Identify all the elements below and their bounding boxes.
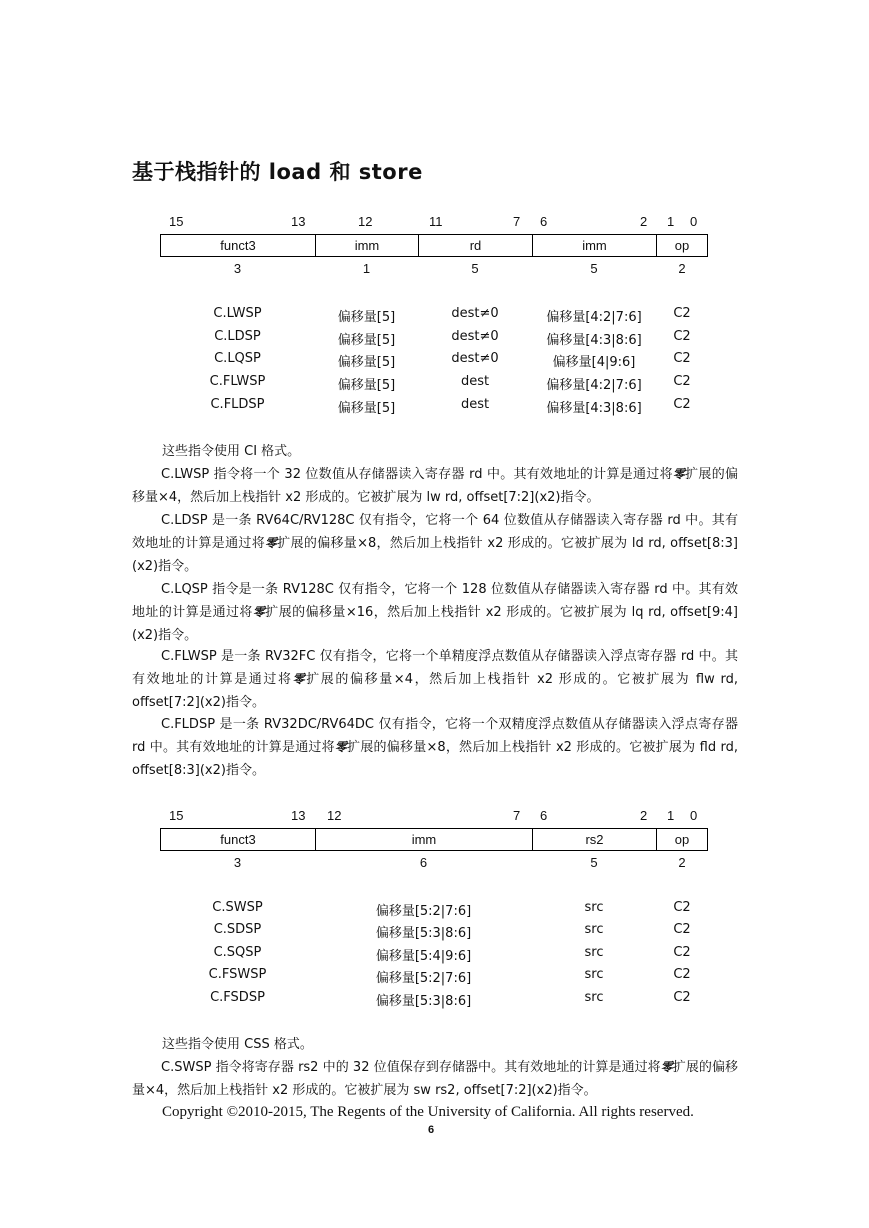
cell: src: [584, 922, 604, 937]
mnemonic: C.FSDSP: [210, 990, 265, 1005]
cell: 偏移量[5]: [337, 333, 396, 348]
field-imm: imm: [533, 235, 657, 256]
bit-label: 1: [667, 214, 675, 229]
field-width: 2: [678, 855, 686, 870]
instruction-field-row: [160, 828, 708, 851]
field-funct3: funct3: [161, 235, 316, 256]
paragraph: C.LDSP 是一条 RV64C/RV128C 仅有指令，它将一个 64 位数值从存储器读入寄存器 rd 中。其有效地址的计算是通过将零扩展的偏移量×8，然后加上栈指针 x2 形成的。它被扩展为 ld rd, offset[8:3](x2)指令。: [132, 513, 738, 574]
paragraph: 这些指令使用 CSS 格式。: [162, 1037, 313, 1052]
bit-label: 12: [327, 808, 342, 823]
mnemonic: C.SDSP: [213, 922, 262, 937]
bit-label: 1: [667, 808, 675, 823]
cell: 偏移量[4:2|7:6]: [546, 310, 642, 325]
paragraph: C.SWSP 指令将寄存器 rs2 中的 32 位值保存到存储器中。其有效地址的计算是通过将零扩展的偏移量×4，然后加上栈指针 x2 形成的。它被扩展为 sw rs2, offset[7:2](x2)指令。: [132, 1056, 738, 1102]
cell: dest: [460, 397, 490, 412]
paragraph: C.LQSP 指令是一条 RV128C 仅有指令，它将一个 128 位数值从存储器读入寄存器 rd 中。其有效地址的计算是通过将零扩展的偏移量×16，然后加上栈指针 x2 形成的。它被扩展为 lq rd, offset[9:4](x2)指令。: [132, 582, 738, 643]
cell: 偏移量[5]: [337, 355, 396, 370]
cell: C2: [673, 990, 691, 1005]
bit-label: 15: [169, 808, 184, 823]
mnemonic: C.SWSP: [212, 900, 263, 915]
cell: 偏移量[4:3|8:6]: [546, 333, 642, 348]
bit-label: 0: [690, 808, 698, 823]
cell: src: [584, 967, 604, 982]
cell: dest≠0: [451, 329, 499, 344]
page-number: 6: [428, 1124, 435, 1136]
field-imm: imm: [316, 235, 419, 256]
mnemonic: C.FLWSP: [209, 374, 266, 389]
mnemonic: C.LWSP: [213, 306, 262, 321]
cell: 偏移量[4|9:6]: [552, 355, 636, 370]
cell: 偏移量[5:4|9:6]: [375, 949, 472, 964]
cell: dest≠0: [451, 306, 499, 321]
zero-extend-glyph: 零: [672, 467, 685, 481]
cell: C2: [673, 945, 691, 960]
mnemonic: C.FLDSP: [210, 397, 265, 412]
cell: 偏移量[5:3|8:6]: [375, 994, 472, 1009]
cell: 偏移量[5]: [337, 378, 396, 393]
field-rs2: rs2: [533, 829, 657, 850]
zero-extend-glyph: 零: [265, 536, 278, 550]
field-width: 1: [362, 261, 371, 276]
page-title: 基于栈指针的 load 和 store: [132, 160, 423, 184]
cell: src: [584, 990, 604, 1005]
cell: C2: [673, 900, 691, 915]
copyright-notice: Copyright ©2010-2015, The Regents of the University of California. All rights reserved.: [162, 1104, 694, 1120]
zero-extend-glyph: 零: [334, 740, 347, 754]
cell: C2: [673, 306, 691, 321]
field-width: 5: [590, 855, 598, 870]
field-width: 5: [471, 261, 479, 276]
cell: 偏移量[4:3|8:6]: [546, 401, 642, 416]
zero-extend-glyph: 零: [292, 672, 305, 686]
cell: 偏移量[5]: [337, 310, 396, 325]
field-op: op: [674, 238, 690, 253]
bit-label: 2: [640, 808, 648, 823]
cell: 偏移量[4:2|7:6]: [546, 378, 642, 393]
cell: C2: [673, 329, 691, 344]
field-op: op: [674, 832, 690, 847]
field-width: 3: [233, 855, 242, 870]
cell: C2: [673, 397, 691, 412]
bit-label: 7: [513, 808, 521, 823]
bit-label: 7: [513, 214, 521, 229]
mnemonic: C.LQSP: [214, 351, 261, 366]
bit-label: 13: [291, 808, 306, 823]
bit-label: 2: [640, 214, 648, 229]
mnemonic: C.FSWSP: [208, 967, 267, 982]
bit-label: 0: [690, 214, 698, 229]
field-width: 5: [590, 261, 598, 276]
paragraph: C.LWSP 指令将一个 32 位数值从存储器读入寄存器 rd 中。其有效地址的计算是通过将零扩展的偏移量×4，然后加上栈指针 x2 形成的。它被扩展为 lw rd, offset[7:2](x2)指令。: [132, 463, 738, 509]
cell: src: [584, 900, 604, 915]
zero-extend-glyph: 零: [252, 605, 265, 619]
paragraph: C.FLWSP 是一条 RV32FC 仅有指令，它将一个单精度浮点数值从存储器读入浮点寄存器 rd 中。其有效地址的计算是通过将零扩展的偏移量×4，然后加上栈指针 x2 形成的。它被扩展为 flw rd, offset[7:2](x2)指令。: [132, 649, 738, 710]
paragraph: C.FLDSP 是一条 RV32DC/RV64DC 仅有指令，它将一个双精度浮点数值从存储器读入浮点寄存器 rd 中。其有效地址的计算是通过将零扩展的偏移量×8，然后加上栈指针 x2 形成的。它被扩展为 fld rd, offset[8:3](x2)指令。: [132, 717, 738, 778]
field-rd: rd: [419, 235, 533, 256]
cell: 偏移量[5]: [337, 401, 396, 416]
zero-extend-glyph: 零: [660, 1060, 673, 1074]
cell: dest≠0: [451, 351, 499, 366]
cell: 偏移量[5:2|7:6]: [375, 904, 472, 919]
cell: 偏移量[5:2|7:6]: [375, 971, 472, 986]
field-width: 2: [678, 261, 686, 276]
bit-label: 15: [169, 214, 184, 229]
cell: C2: [673, 922, 691, 937]
bit-label: 12: [358, 214, 373, 229]
cell: C2: [673, 351, 691, 366]
mnemonic: C.SQSP: [213, 945, 262, 960]
bit-label: 11: [429, 214, 443, 229]
mnemonic: C.LDSP: [214, 329, 261, 344]
cell: 偏移量[5:3|8:6]: [375, 926, 472, 941]
bit-label: 6: [540, 808, 548, 823]
field-imm: imm: [316, 829, 533, 850]
bit-label: 13: [291, 214, 306, 229]
cell: src: [584, 945, 604, 960]
instruction-field-row: [160, 234, 708, 257]
bit-label: 6: [540, 214, 548, 229]
cell: C2: [673, 967, 691, 982]
cell: dest: [460, 374, 490, 389]
paragraph: 这些指令使用 CI 格式。: [162, 444, 301, 459]
cell: C2: [673, 374, 691, 389]
field-width: 6: [419, 855, 428, 870]
field-width: 3: [233, 261, 242, 276]
field-funct3: funct3: [161, 829, 316, 850]
